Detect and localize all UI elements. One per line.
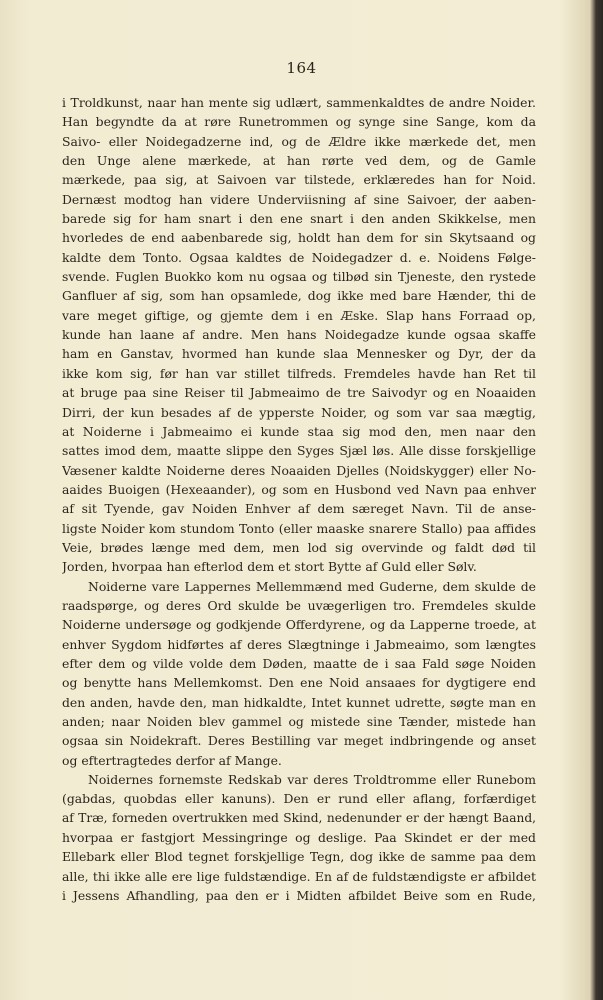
text-line: (gabdas, quobdas eller kanuns). Den er rund eller aflang, forfærdiget: [62, 791, 536, 807]
text-line: Jorden, hvorpaa han efterlod dem et stort Bytte af Guld eller Sølv.: [62, 559, 477, 575]
body-text: [62, 93, 536, 905]
text-line: Ganfluer af sig, som han opsamlede, dog ikke med bare Hænder, thi de: [62, 288, 536, 304]
text-line: svende. Fuglen Buokko kom nu ogsaa og tilbød sin Tjeneste, den rystede: [62, 269, 536, 285]
text-line: barede sig for ham snart i den ene snart i den anden Skikkelse, men: [62, 211, 536, 227]
text-line: enhver Sygdom hidførtes af deres Slægtninge i Jabmeaimo, som længtes: [62, 636, 536, 652]
text-line: Ellebark eller Blod tegnet forskjellige Tegn, dog ikke de samme paa dem: [62, 849, 536, 865]
text-line: ogsaa sin Noidekraft. Deres Bestilling var meget indbringende og anset: [62, 733, 536, 749]
text-line: Han begyndte da at røre Runetrommen og synge sine Sange, kom da: [62, 114, 536, 130]
text-line: alle, thi ikke alle ere lige fuldstændige. En af de fuldstændigste er afbildet: [62, 868, 536, 884]
text-line: Væsener kaldte Noiderne deres Noaaiden Djelles (Noidskygger) eller No-: [62, 462, 536, 478]
text-line: Noidernes fornemste Redskab var deres Troldtromme eller Runebom: [88, 772, 536, 788]
text-line: i Troldkunst, naar han mente sig udlært, sammenkaldtes de andre Noider.: [62, 95, 536, 110]
text-line: og eftertragtedes derfor af Mange.: [62, 752, 282, 768]
text-line: Dernæst modtog han videre Underviisning af sine Saivoer, der aaben-: [62, 191, 536, 207]
text-line: Dirri, der kun besades af de ypperste Noider, og som var saa mægtig,: [62, 404, 536, 420]
text-line: Noiderne vare Lappernes Mellemmænd med Guderne, dem skulde de: [88, 578, 536, 594]
text-line: og benytte hans Mellemkomst. Den ene Noid ansaaes for dygtigere end: [62, 675, 536, 691]
text-line: af Træ, forneden overtrukken med Skind, nedenunder er der hængt Baand,: [62, 810, 536, 825]
text-line: ikke kom sig, før han var stillet tilfreds. Fremdeles havde han Ret til: [62, 365, 536, 381]
text-line: kunde han laane af andre. Men hans Noidegadze kunde ogsaa skaffe: [62, 327, 536, 343]
text-line: Veie, brødes længe med dem, men lod sig overvinde og faldt død til: [62, 539, 536, 555]
text-line: at Noiderne i Jabmeaimo ei kunde staa sig mod den, men naar den: [62, 423, 536, 439]
text-line: ligste Noider kom stundom Tonto (eller maaske snarere Stallo) paa affides: [62, 520, 536, 536]
text-line: hvorpaa er fastgjort Messingringe og deslige. Paa Skindet er der med: [62, 830, 536, 846]
text-line: kaldte dem Tonto. Ogsaa kaldtes de Noidegadzer d. e. Noidens Følge-: [62, 249, 536, 265]
text-line: mærkede, paa sig, at Saivoen var tilstede, erklæredes han for Noid.: [62, 172, 536, 188]
text-line: i Jessens Afhandling, paa den er i Midten afbildet Beive som en Rude,: [62, 888, 536, 904]
text-line: af sit Tyende, gav Noiden Enhver af dem særeget Navn. Til de anse-: [62, 501, 536, 517]
text-line: ham en Ganstav, hvormed han kunde slaa Mennesker og Dyr, der da: [62, 346, 536, 362]
text-line: Noiderne undersøge og godkjende Offerdyrene, og da Lapperne troede, at: [62, 617, 536, 633]
text-line: hvorledes de end aabenbarede sig, holdt han dem for sin Skytsaand og: [62, 230, 536, 246]
text-line: aaides Buoigen (Hexeaander), og som en Husbond ved Navn paa enhver: [62, 481, 536, 497]
text-line: anden; naar Noiden blev gammel og mistede sine Tænder, mistede han: [62, 714, 536, 729]
text-line: at bruge paa sine Reiser til Jabmeaimo de tre Saivodyr og en Noaaiden: [62, 385, 536, 401]
text-line: vare meget giftige, og gjemte dem i en Æske. Slap hans Forraad op,: [62, 307, 536, 323]
text-line: den Unge alene mærkede, at han rørte ved dem, og de Gamle: [62, 153, 536, 169]
text-line: Saivo- eller Noidegadzerne ind, og de Ældre ikke mærkede det, men: [62, 133, 536, 149]
page-number: 164: [286, 59, 317, 77]
text-line: sattes imod dem, maatte slippe den Syges Sjæl løs. Alle disse forskjellige: [62, 443, 536, 459]
text-line: den anden, havde den, man hidkaldte, Intet kunnet udrette, søgte man en: [62, 694, 536, 710]
text-line: efter dem og vilde volde dem Døden, maatte de i saa Fald søge Noiden: [62, 655, 536, 671]
text-line: raadspørge, og deres Ord skulde be uvægerligen tro. Fremdeles skulde: [62, 597, 536, 613]
